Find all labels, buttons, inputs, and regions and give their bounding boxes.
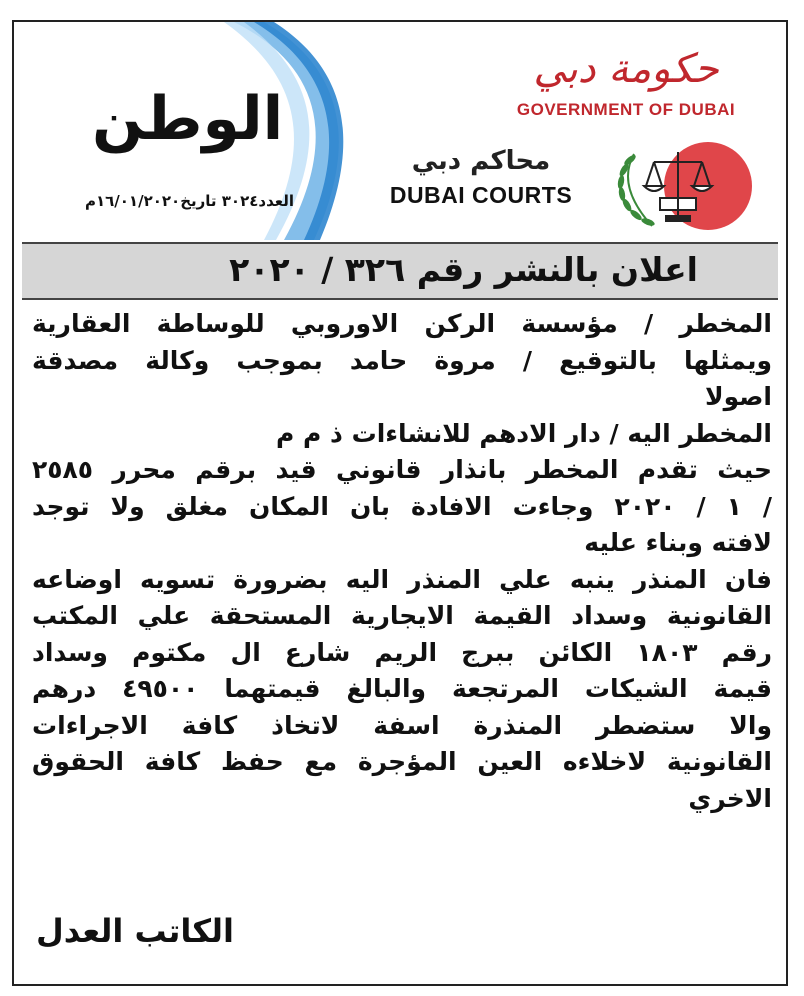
courts-name-arabic: محاكم دبي [411,146,551,176]
notary-signature: الكاتب العدل [36,912,234,950]
body-line: الاخري [688,783,772,813]
announcement-title: اعلان بالنشر رقم ٣٢٦ / ٢٠٢٠ [229,250,698,289]
government-logo-arabic: حكومة دبي [533,46,719,92]
government-logo-english: GOVERNMENT OF DUBAI [516,100,736,119]
body-line: / ١ / ٢٠٢٠ وجاءت الافادة بان المكان مغلق ولا توجد [32,491,772,521]
body-line: فان المنذر ينبه علي المنذر اليه بضرورة تسويه اوضاعه [32,564,772,594]
body-line: قيمة الشيكات المرتجعة والبالغ قيمتهما ٤٩٥٠٠ درهم [32,674,772,703]
dubai-courts-logo [374,140,774,232]
courts-text [374,146,588,209]
newspaper-name: الوطن [92,84,284,154]
body-line: المخطر اليه / دار الادهم للانشاءات ذ م م [276,418,772,448]
body-line: ويمثلها بالتوقيع / مروة حامد بموجب وكالة مصدقة [32,345,772,375]
government-of-dubai-logo [506,40,746,120]
announcement-body [32,306,772,817]
body-line: المخطر / مؤسسة الركن الاوروبي للوساطة العقارية [32,309,772,338]
body-line: والا ستضطر المنذرة اسفة لاتخاذ كافة الاجراءات [32,710,772,740]
body-line: لافته وبناء عليه [584,528,772,557]
body-line: رقم ١٨٠٣ الكائن ببرج الريم شارع ال مكتوم وسداد [32,637,772,667]
courts-name-english: DUBAI COURTS [389,182,573,208]
body-line: حيث تقدم المخطر بانذار قانوني قيد برقم محرر ٢٥٨٥ [32,455,772,484]
body-line: القانونية وسداد القيمة الايجارية المستحقة علي المكتب [32,601,772,630]
title-band [22,242,778,300]
body-line: القانونية لاخلاءه العين المؤجرة مع حفظ كافة الحقوق [32,747,772,776]
header [14,22,786,240]
issue-number-date: العدد٣٠٢٤ تاريخ١٦/٠١/٢٠٢٠م [84,192,294,210]
advertisement-frame [12,20,788,986]
body-line: اصولا [704,382,772,411]
scales-of-justice-icon [596,140,766,232]
